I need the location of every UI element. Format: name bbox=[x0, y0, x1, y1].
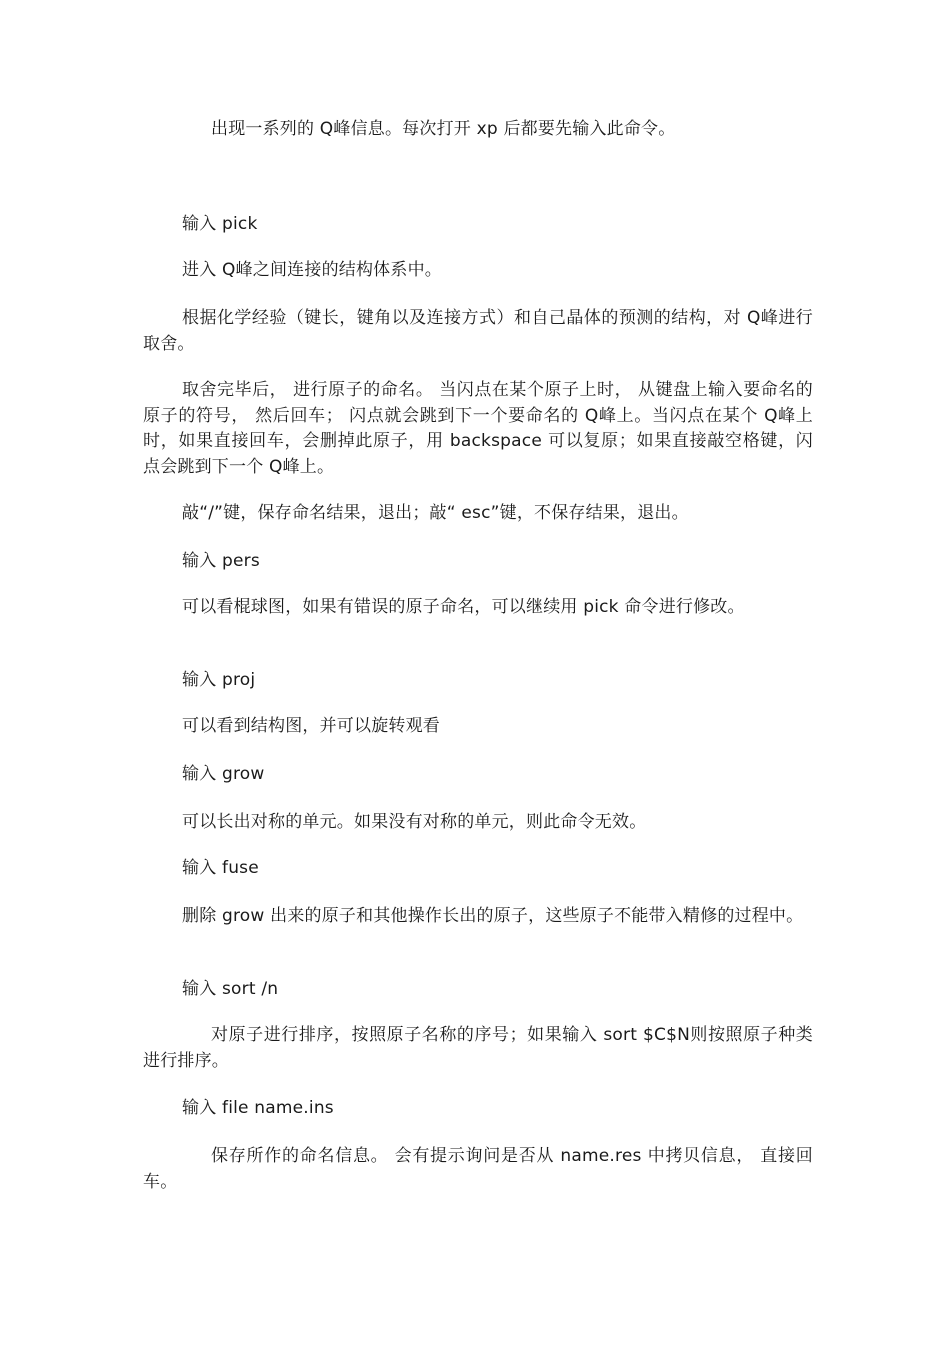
paragraph-input-fuse: 输入 fuse bbox=[182, 858, 259, 878]
paragraph-select-q-peaks: 根据化学经验（键长，键角以及连接方式）和自己晶体的预测的结构，对 Q峰进行取舍。 bbox=[143, 308, 813, 354]
paragraph-input-file: 输入 file name.ins bbox=[182, 1098, 334, 1118]
paragraph-input-pick: 输入 pick bbox=[182, 214, 258, 234]
paragraph-naming-atoms: 取舍完毕后， 进行原子的命名。 当闪点在某个原子上时， 从键盘上输入要命名的原子的符号， 然后回车； 闪点就会跳到下一个要命名的 Q峰上。当闪点在某个 Q峰上时，如果直接回车，会删掉此原子，用 backspace 可以复原；如果直接敲空格键，闪点会跳到下一个 Q峰上。 bbox=[143, 380, 813, 477]
paragraph-input-grow: 输入 grow bbox=[182, 764, 265, 784]
paragraph-q-peak-info: 出现一系列的 Q峰信息。每次打开 xp 后都要先输入此命令。 bbox=[211, 119, 676, 139]
paragraph-sort-atoms: 对原子进行排序，按照原子名称的序号；如果输入 sort $C$N则按照原子种类进行排序。 bbox=[143, 1025, 813, 1071]
paragraph-input-sort: 输入 sort /n bbox=[182, 979, 279, 999]
paragraph-ball-stick-view: 可以看棍球图，如果有错误的原子命名，可以继续用 pick 命令进行修改。 bbox=[182, 597, 745, 617]
paragraph-save-or-escape: 敲“/”键，保存命名结果，退出；敲“ esc”键，不保存结果，退出。 bbox=[182, 503, 689, 523]
paragraph-delete-grown-atoms: 删除 grow 出来的原子和其他操作长出的原子，这些原子不能带入精修的过程中。 bbox=[182, 906, 804, 926]
paragraph-grow-symmetric-units: 可以长出对称的单元。如果没有对称的单元，则此命令无效。 bbox=[182, 812, 647, 832]
paragraph-rotate-structure: 可以看到结构图，并可以旋转观看 bbox=[182, 716, 440, 736]
paragraph-save-naming-info: 保存所作的命名信息。 会有提示询问是否从 name.res 中拷贝信息， 直接回车。 bbox=[143, 1146, 813, 1192]
paragraph-enter-q-peak-system: 进入 Q峰之间连接的结构体系中。 bbox=[182, 260, 442, 280]
paragraph-input-pers: 输入 pers bbox=[182, 551, 260, 571]
paragraph-input-proj: 输入 proj bbox=[182, 670, 256, 690]
